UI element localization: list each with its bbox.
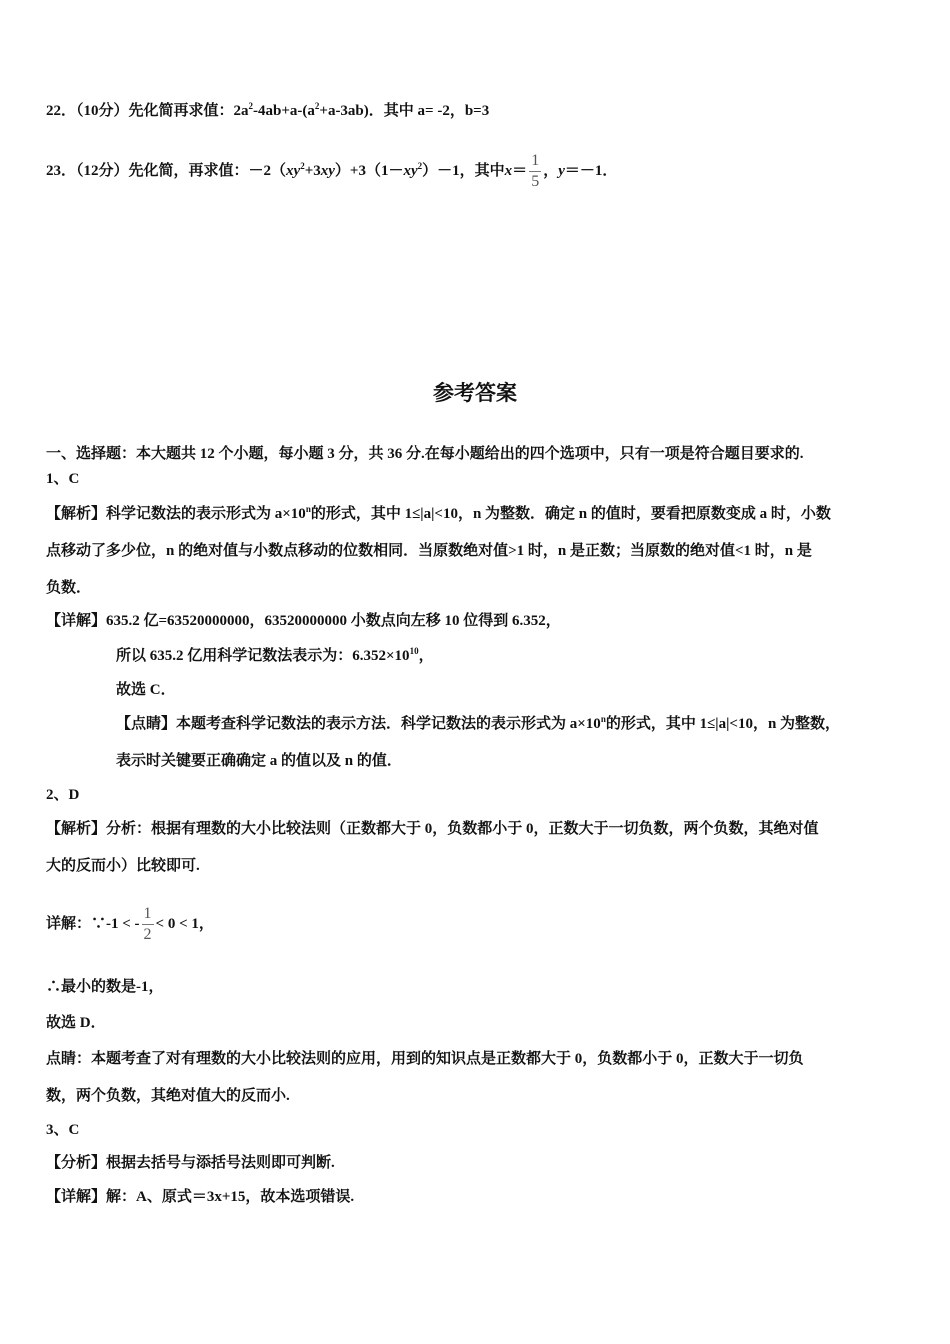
answer-3-detail: 【详解】解：A、原式＝3x+15，故本选项错误. <box>46 1189 355 1205</box>
answer-3-head: 3、C <box>46 1122 80 1138</box>
answer-title: 参考答案 <box>433 381 517 405</box>
answer-2-head: 2、D <box>46 787 80 803</box>
answer-2-comment-line2: 数，两个负数，其绝对值大的反而小. <box>46 1088 290 1104</box>
answer-1-analysis-line2: 点移动了多少位，n 的绝对值与小数点移动的位数相同．当原数绝对值>1 时，n 是正数；当原数的绝对值<1 时，n 是 <box>46 543 812 559</box>
answer-1-head: 1、C <box>46 471 80 487</box>
answer-2-analysis-line1: 【解析】分析：根据有理数的大小比较法则（正数都大于 0，负数都小于 0，正数大于一切负数，两个负数，其绝对值 <box>46 821 819 837</box>
answer-1-detail-line3: 故选 C． <box>116 682 176 698</box>
question-23: 23．（12分）先化简，再求值：$-2(xy^2+3xy)+3(1-xy^2)-1$，其中x＝ $\frac{1}{5}$ ，y＝－1． <box>46 152 618 191</box>
answer-2-choice: 故选 D． <box>46 1015 106 1031</box>
answer-1-analysis-line3: 负数． <box>46 580 92 596</box>
answer-1-detail-line1: 【详解】635.2 亿=63520000000，63520000000 小数点向左移 10 位得到 6.352， <box>46 613 561 629</box>
answer-2-detail: 详解：∵-1 < - $\frac{1}{2}$ < 0 < 1， <box>46 905 214 944</box>
answer-2-comment-line1: 点睛：本题考查了对有理数的大小比较法则的应用，用到的知识点是正数都大于 0，负数都小于 0，正数大于一切负 <box>46 1051 804 1067</box>
answer-1-comment-line1: 【点睛】本题考查科学记数法的表示方法．科学记数法的表示形式为 $a\times 10^n$的形式，其中 1≤|a|<10，n 为整数， <box>116 714 841 732</box>
answer-2-analysis-line2: 大的反而小）比较即可. <box>46 858 200 874</box>
answer-1-detail-line2: 所以 635.2 亿用科学记数法表示为：$6.352\times 10^{10}$， <box>116 646 434 664</box>
answer-1-analysis-line1: 【解析】科学记数法的表示形式为 $a\times 10^n$的形式，其中 1≤|a|<10，n 为整数．确定 n 的值时，要看把原数变成 a 时，小数 <box>46 504 831 522</box>
fraction-one-half: $\frac{1}{2}$ <box>143 905 152 944</box>
fraction-one-fifth: $\frac{1}{5}$ <box>531 152 540 191</box>
answer-1-comment-line2: 表示时关键要正确确定 a 的值以及 n 的值． <box>116 753 402 769</box>
section-heading: 一、选择题：本大题共 12 个小题，每小题 3 分，共 36 分.在每小题给出的四个选项中，只有一项是符合题目要求的. <box>46 446 804 462</box>
question-22: 22．（10分）先化简再求值：$2a^2-4ab+a-(a^2+a-3ab)$．其中 a= -2，b=3 <box>46 101 490 119</box>
answer-3-analysis: 【分析】根据去括号与添括号法则即可判断. <box>46 1155 335 1171</box>
answer-2-conclusion: ∴最小的数是-1， <box>46 979 164 995</box>
